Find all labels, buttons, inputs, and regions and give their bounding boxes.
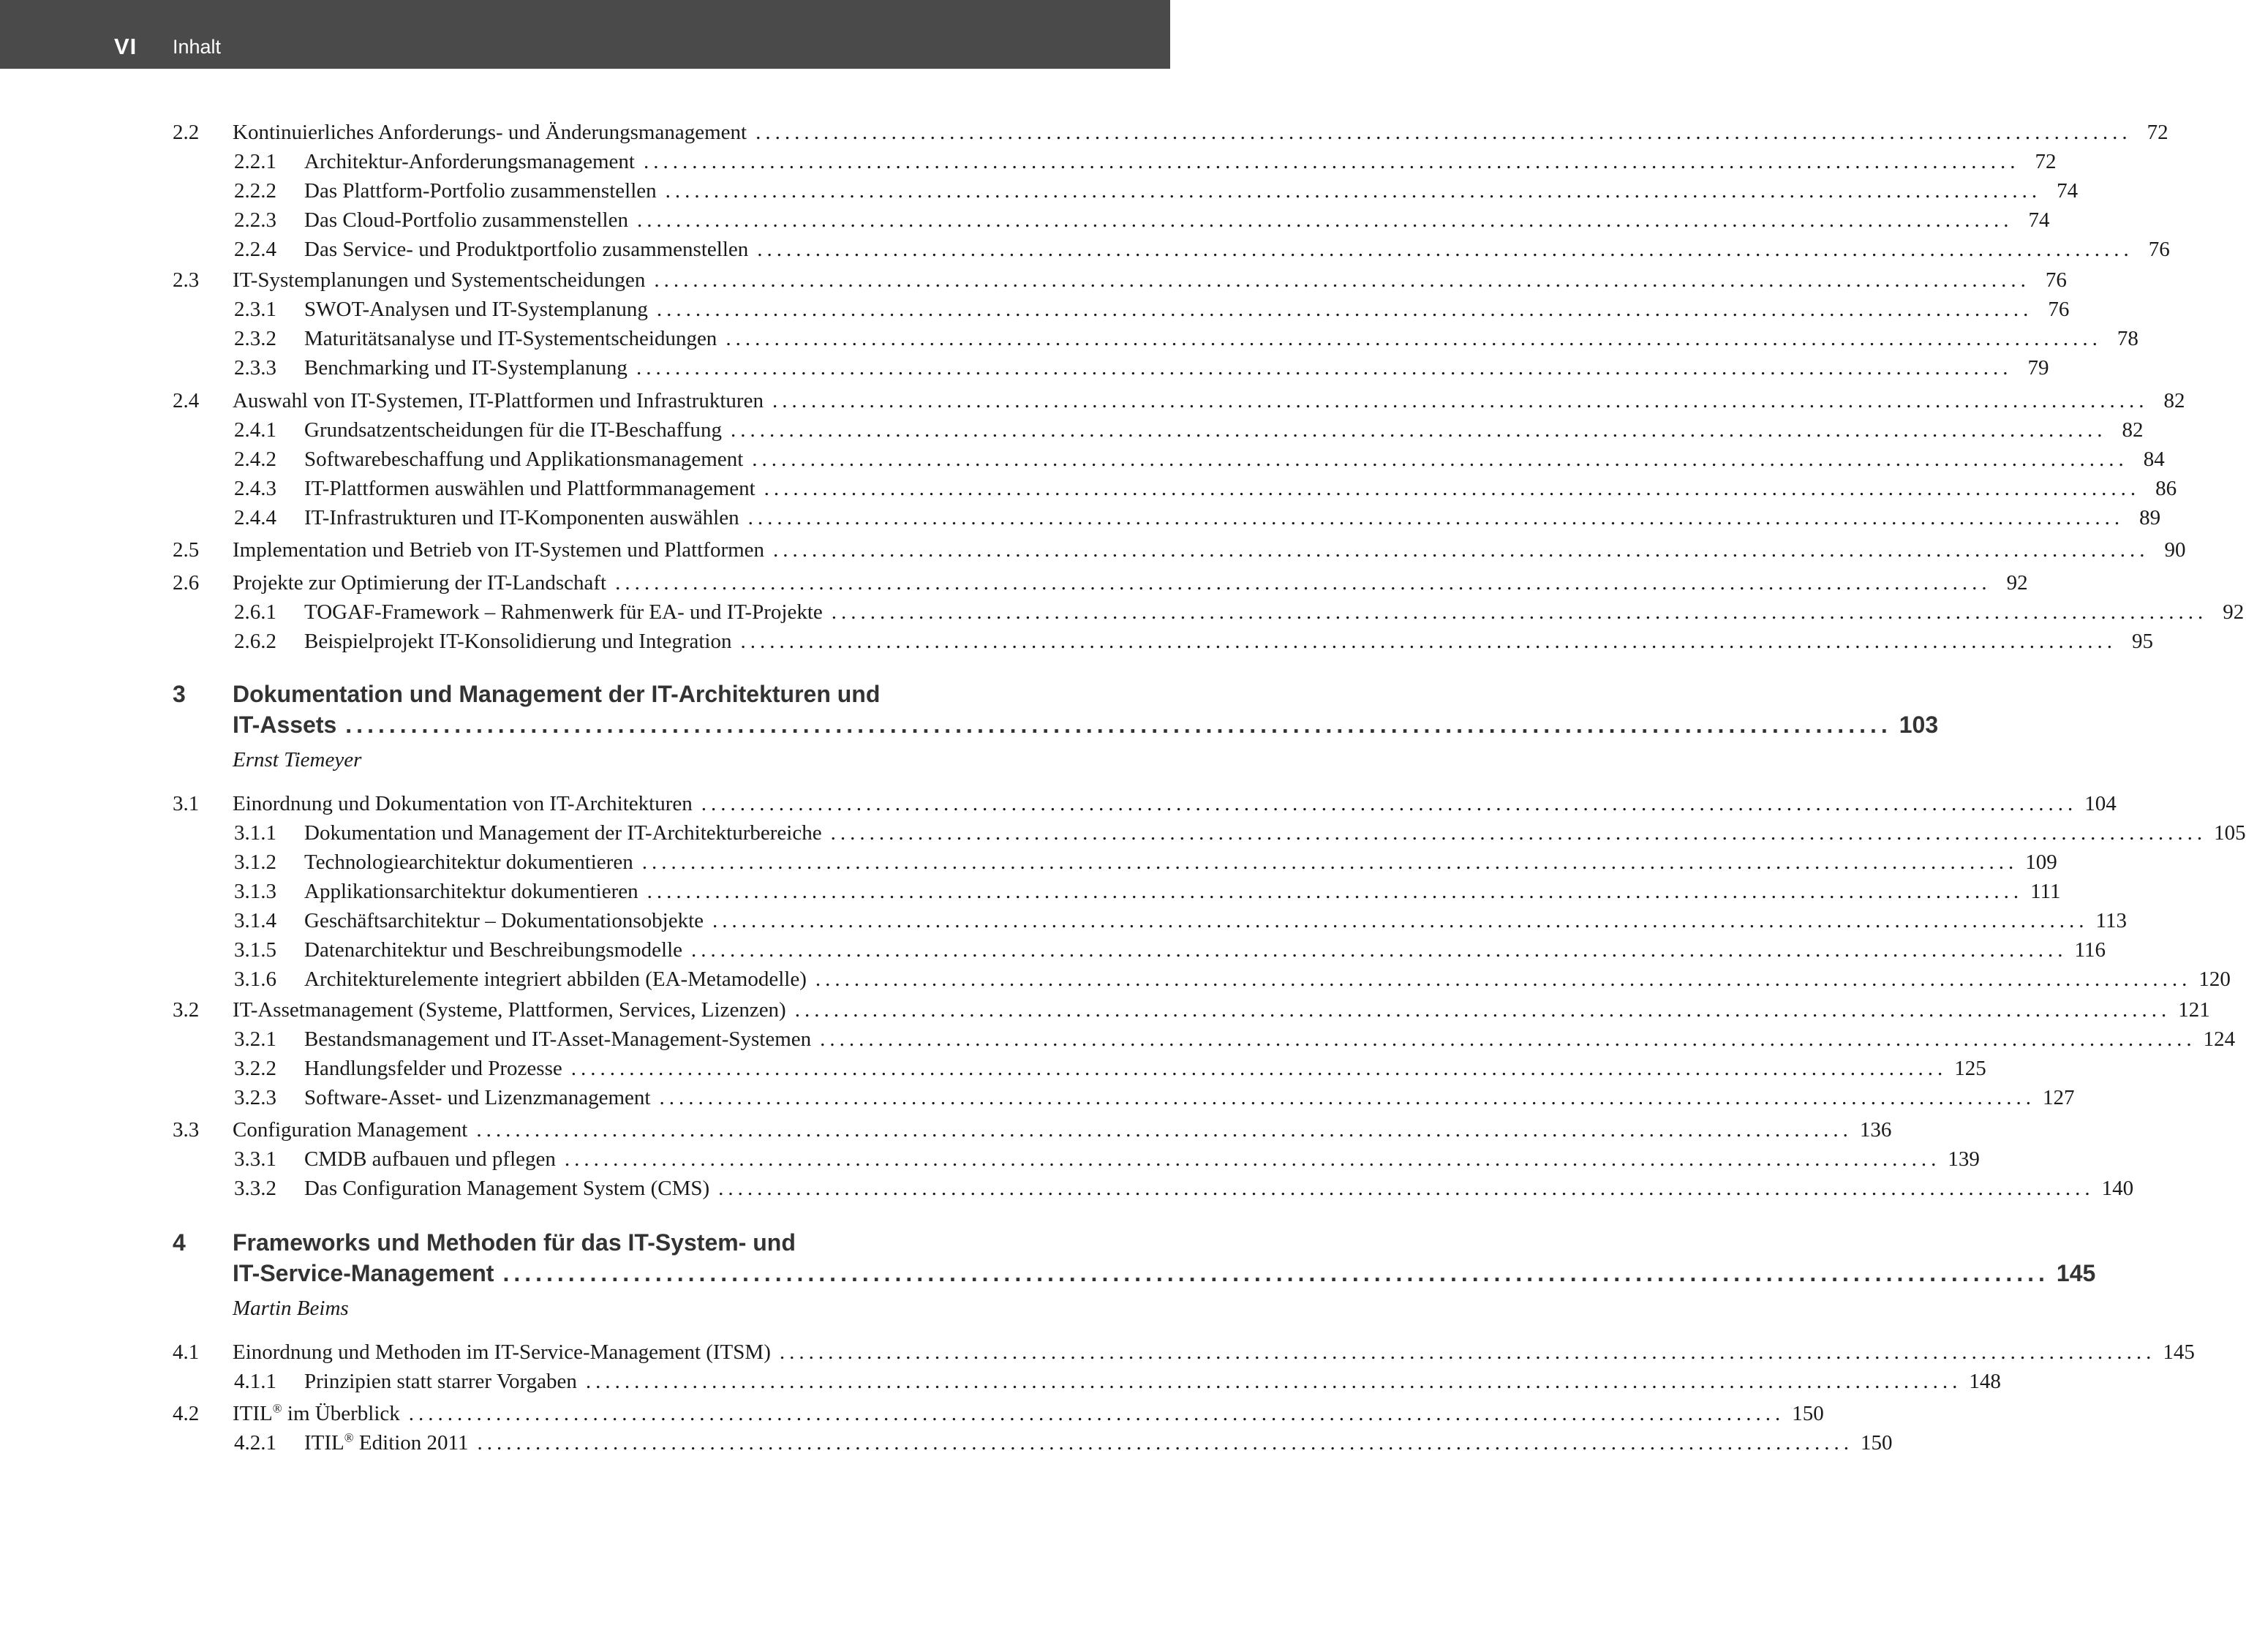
entry-number: 2.4 — [173, 389, 200, 412]
entry-line — [304, 848, 2057, 877]
entry-number: 2.2.3 — [234, 208, 276, 232]
entry-title: Das Plattform-Portfolio zusammenstellen — [304, 179, 657, 203]
entry-title: Das Configuration Management System (CMS) — [304, 1177, 710, 1200]
dot-leader: .............................................................................................................................................. — [726, 327, 2102, 350]
entry-number: 2.2.2 — [234, 179, 276, 203]
entry-line — [304, 627, 2153, 656]
dot-leader: .............................................................................................................................................. — [570, 1057, 1948, 1080]
entry-page-number: 92 — [2006, 571, 2028, 595]
toc-subsection-entry[interactable] — [173, 295, 2070, 324]
dot-leader: .............................................................................................................................................. — [740, 630, 2117, 653]
dot-leader: .............................................................................................................................................. — [408, 1402, 1785, 1425]
toc-section-entry[interactable] — [173, 995, 2210, 1025]
toc-section-entry[interactable] — [173, 265, 2067, 295]
entry-title: Einordnung und Methoden im IT-Service-Management (ITSM) — [233, 1340, 771, 1364]
entry-number: 2.5 — [173, 538, 200, 562]
entry-line — [233, 789, 2117, 818]
entry-number: 3.1.6 — [234, 968, 276, 991]
entry-line — [233, 1399, 1824, 1428]
entry-title: Projekte zur Optimierung der IT-Landschaft — [233, 571, 607, 595]
toc-section-entry[interactable] — [173, 1115, 1892, 1144]
toc-section-entry[interactable] — [173, 1338, 2195, 1367]
entry-page-number: 74 — [2028, 208, 2050, 232]
toc-subsection-entry[interactable] — [173, 1144, 1980, 1174]
dot-leader: .............................................................................................................................................. — [815, 968, 2192, 991]
entry-page-number: 136 — [1859, 1118, 1892, 1142]
entry-page-number: 150 — [1860, 1431, 1893, 1455]
entry-title: IT-Assetmanagement (Systeme, Plattformen, Services, Lizenzen) — [233, 998, 786, 1022]
entry-page-number: 76 — [2148, 238, 2170, 261]
dot-leader: .............................................................................................................................................. — [585, 1370, 1962, 1393]
entry-line — [233, 568, 2028, 597]
entry-page-number: 140 — [2101, 1177, 2134, 1200]
toc-subsection-entry[interactable] — [173, 474, 2177, 503]
entry-number: 2.2.1 — [234, 150, 276, 173]
entry-page-number: 79 — [2027, 356, 2049, 380]
dot-leader: .............................................................................................................................................. — [636, 356, 2013, 380]
entry-page-number: 113 — [2095, 909, 2127, 932]
dot-leader: .............................................................................................................................................. — [564, 1147, 1941, 1171]
entry-number: 3.3 — [173, 1118, 200, 1142]
entry-title: Geschäftsarchitektur – Dokumentationsobjekte — [304, 909, 704, 932]
entry-page-number: 90 — [2164, 538, 2186, 562]
chapter-number: 4 — [173, 1229, 186, 1256]
entry-line — [233, 386, 2185, 415]
entry-title: Architekturelemente integriert abbilden (EA-Metamodelle) — [304, 968, 807, 991]
entry-number: 4.1.1 — [234, 1370, 276, 1393]
toc-subsection-entry[interactable] — [173, 848, 2057, 877]
entry-title: Handlungsfelder und Prozesse — [304, 1057, 562, 1080]
dot-leader: .............................................................................................................................................. — [665, 179, 2042, 203]
toc-subsection-entry[interactable] — [173, 906, 2127, 935]
dot-leader: .............................................................................................................................................. — [659, 1086, 2035, 1109]
chapter-title-continued — [233, 1260, 2096, 1287]
toc-subsection-entry[interactable] — [173, 1083, 2075, 1112]
dot-leader: .............................................................................................................................................. — [755, 121, 2132, 144]
toc-subsection-entry[interactable] — [173, 1367, 2001, 1396]
dot-leader: .............................................................................................................................................. — [637, 208, 2013, 232]
entry-line — [304, 474, 2177, 503]
toc-subsection-entry[interactable] — [173, 445, 2165, 474]
entry-page-number: 104 — [2084, 792, 2117, 815]
entry-number: 3.1 — [173, 792, 200, 815]
toc-section-entry[interactable] — [173, 789, 2117, 818]
entry-number: 2.4.4 — [234, 506, 276, 529]
toc-subsection-entry[interactable] — [173, 935, 2106, 965]
toc-subsection-entry[interactable] — [173, 176, 2079, 205]
entry-page-number: 121 — [2178, 998, 2210, 1022]
chapter-title-end: IT-Service-Management — [233, 1260, 494, 1286]
entry-title: Das Cloud-Portfolio zusammenstellen — [304, 208, 628, 232]
entry-line — [233, 265, 2067, 295]
dot-leader: .............................................................................................................................................. — [718, 1177, 2095, 1200]
entry-title: SWOT-Analysen und IT-Systemplanung — [304, 298, 648, 321]
entry-line — [304, 235, 2170, 264]
entry-page-number: 76 — [2045, 268, 2067, 292]
entry-line — [304, 205, 2050, 235]
entry-number: 3.2.3 — [234, 1086, 276, 1109]
entry-number: 2.4.2 — [234, 448, 276, 471]
entry-title: Configuration Management — [233, 1118, 468, 1142]
entry-page-number: 120 — [2198, 968, 2231, 991]
entry-line — [304, 353, 2049, 382]
entry-number: 4.2.1 — [234, 1431, 276, 1455]
entry-title: Datenarchitektur und Beschreibungsmodelle — [304, 938, 683, 962]
entry-page-number: 127 — [2043, 1086, 2075, 1109]
entry-page-number: 95 — [2131, 630, 2153, 653]
dot-leader: .............................................................................................................................................. — [747, 506, 2125, 529]
dot-leader: .............................................................................................................................................. — [647, 880, 2024, 903]
dot-leader: .............................................................................................................................................. — [830, 821, 2207, 845]
entry-title: Architektur-Anforderungsmanagement — [304, 150, 635, 173]
entry-number: 3.1.3 — [234, 880, 276, 903]
chapter-author: Ernst Tiemeyer — [233, 748, 362, 772]
entry-title: Technologiearchitektur dokumentieren — [304, 850, 633, 874]
entry-line — [304, 935, 2106, 965]
entry-title: IT-Systemplanungen und Systementscheidungen — [233, 268, 646, 292]
entry-title: Das Service- und Produktportfolio zusammenstellen — [304, 238, 749, 261]
entry-title: Prinzipien statt starrer Vorgaben — [304, 1370, 577, 1393]
entry-line — [304, 965, 2231, 994]
page-number: VI — [114, 34, 137, 59]
entry-page-number: 72 — [2035, 150, 2057, 173]
dot-leader: .............................................................................................................................................. — [764, 477, 2141, 500]
entry-title: Kontinuierliches Anforderungs- und Änderungsmanagement — [233, 121, 747, 144]
entry-page-number: 150 — [1792, 1402, 1824, 1425]
entry-page-number: 145 — [2163, 1340, 2195, 1364]
entry-number: 3.3.1 — [234, 1147, 276, 1171]
entry-page-number: 116 — [2074, 938, 2106, 962]
entry-title: Grundsatzentscheidungen für die IT-Beschaffung — [304, 418, 722, 442]
entry-line — [233, 535, 2186, 565]
toc-subsection-entry[interactable] — [173, 324, 2138, 353]
entry-title: Beispielprojekt IT-Konsolidierung und Integration — [304, 630, 732, 653]
entry-line — [304, 1025, 2236, 1054]
dot-leader: .............................................................................................................................................. — [476, 1118, 1853, 1142]
entry-number: 2.6.2 — [234, 630, 276, 653]
entry-number: 4.2 — [173, 1402, 200, 1425]
dot-leader: .............................................................................................................................................. — [712, 909, 2089, 932]
toc-subsection-entry[interactable] — [173, 877, 2061, 906]
dot-leader: .............................................................................................................................................. — [641, 850, 2019, 874]
toc-subsection-entry[interactable] — [173, 597, 2245, 627]
entry-page-number: 72 — [2147, 121, 2168, 144]
entry-page-number: 148 — [1969, 1370, 2001, 1393]
entry-page-number: 105 — [2214, 821, 2246, 845]
entry-title: TOGAF-Framework – Rahmenwerk für EA- und IT-Projekte — [304, 600, 823, 624]
toc-section-entry[interactable] — [173, 1399, 1824, 1428]
entry-line — [304, 1054, 1986, 1083]
entry-number: 3.1.2 — [234, 850, 276, 874]
dot-leader: .............................................................................................................................................. — [345, 712, 1892, 738]
toc-subsection-entry[interactable] — [173, 235, 2170, 264]
entry-number: 2.4.1 — [234, 418, 276, 442]
entry-number: 3.1.1 — [234, 821, 276, 845]
entry-line — [304, 1367, 2001, 1396]
entry-line — [304, 445, 2165, 474]
toc-subsection-entry[interactable] — [173, 965, 2231, 994]
chapter-title: Dokumentation und Management der IT-Architekturen und — [233, 681, 881, 707]
dot-leader: .............................................................................................................................................. — [643, 150, 2020, 173]
dot-leader: .............................................................................................................................................. — [656, 298, 2033, 321]
entry-title: Dokumentation und Management der IT-Architekturbereiche — [304, 821, 822, 845]
dot-leader: .............................................................................................................................................. — [701, 792, 2078, 815]
entry-line — [304, 877, 2061, 906]
entry-number: 3.1.4 — [234, 909, 276, 932]
entry-page-number: 92 — [2223, 600, 2245, 624]
entry-page-number: 82 — [2163, 389, 2185, 412]
entry-page-number: 76 — [2048, 298, 2070, 321]
chapter-author: Martin Beims — [233, 1297, 349, 1320]
entry-page-number: 74 — [2057, 179, 2079, 203]
entry-number: 3.2.2 — [234, 1057, 276, 1080]
entry-number: 3.2 — [173, 998, 200, 1022]
entry-line — [304, 324, 2138, 353]
entry-line — [304, 906, 2127, 935]
entry-line — [304, 1083, 2075, 1112]
entry-line — [304, 503, 2161, 532]
dot-leader: .............................................................................................................................................. — [820, 1027, 2196, 1051]
entry-line — [304, 1174, 2134, 1203]
entry-line — [304, 818, 2246, 848]
entry-title: CMDB aufbauen und pflegen — [304, 1147, 556, 1171]
chapter-number: 3 — [173, 681, 186, 707]
entry-page-number: 109 — [2025, 850, 2057, 874]
entry-page-number: 89 — [2139, 506, 2161, 529]
entry-number: 3.1.5 — [234, 938, 276, 962]
entry-line — [304, 295, 2070, 324]
dot-leader: .............................................................................................................................................. — [730, 418, 2107, 442]
entry-title: IT-Infrastrukturen und IT-Komponenten auswählen — [304, 506, 739, 529]
dot-leader: .............................................................................................................................................. — [752, 448, 2128, 471]
toc-subsection-entry[interactable] — [173, 415, 2144, 445]
entry-number: 2.6.1 — [234, 600, 276, 624]
entry-title: ITIL® Edition 2011 — [304, 1430, 469, 1455]
toc-subsection-entry[interactable] — [173, 627, 2153, 656]
toc-section-entry[interactable] — [173, 386, 2185, 415]
entry-number: 3.2.1 — [234, 1027, 276, 1051]
toc-section-entry[interactable] — [173, 118, 2168, 147]
entry-line — [304, 1144, 1980, 1174]
toc-subsection-entry[interactable] — [173, 1025, 2236, 1054]
toc-subsection-entry[interactable] — [173, 503, 2161, 532]
dot-leader: .............................................................................................................................................. — [772, 389, 2149, 412]
entry-title: Bestandsmanagement und IT-Asset-Management-Systemen — [304, 1027, 812, 1051]
entry-line — [233, 995, 2210, 1025]
entry-page-number: 111 — [2030, 880, 2061, 903]
entry-line — [233, 1338, 2195, 1367]
chapter-title: Frameworks und Methoden für das IT-System- und — [233, 1229, 796, 1256]
dot-leader: .............................................................................................................................................. — [779, 1340, 2156, 1364]
chapter-title-end: IT-Assets — [233, 712, 337, 738]
entry-number: 2.2 — [173, 121, 200, 144]
dot-leader: .............................................................................................................................................. — [502, 1260, 2049, 1286]
toc-section-entry[interactable] — [173, 535, 2186, 565]
entry-page-number: 86 — [2155, 477, 2177, 500]
entry-page-number: 125 — [1954, 1057, 1986, 1080]
entry-line — [304, 415, 2144, 445]
chapter-title-continued — [233, 712, 1939, 739]
entry-number: 2.3 — [173, 268, 200, 292]
entry-line — [304, 597, 2245, 627]
entry-title: ITIL® im Überblick — [233, 1401, 400, 1425]
entry-line — [304, 147, 2057, 176]
toc-subsection-entry[interactable] — [173, 147, 2057, 176]
entry-number: 2.3.2 — [234, 327, 276, 350]
chapter-page-number: 145 — [2056, 1260, 2096, 1286]
dot-leader: .............................................................................................................................................. — [831, 600, 2208, 624]
entry-number: 2.3.3 — [234, 356, 276, 380]
header-title: Inhalt — [173, 36, 222, 58]
entry-line — [233, 118, 2168, 147]
entry-page-number: 78 — [2117, 327, 2138, 350]
toc-subsection-entry[interactable] — [173, 1054, 1986, 1083]
entry-number: 2.6 — [173, 571, 200, 595]
entry-title: Auswahl von IT-Systemen, IT-Plattformen und Infrastrukturen — [233, 389, 764, 412]
toc-section-entry[interactable] — [173, 568, 2028, 597]
toc-subsection-entry[interactable] — [173, 205, 2050, 235]
dot-leader: .............................................................................................................................................. — [691, 938, 2068, 962]
entry-line — [304, 1428, 1893, 1457]
entry-number: 2.4.3 — [234, 477, 276, 500]
entry-title: Softwarebeschaffung und Applikationsmanagement — [304, 448, 744, 471]
chapter-page-number: 103 — [1899, 712, 1939, 738]
entry-number: 2.3.1 — [234, 298, 276, 321]
toc-subsection-entry[interactable] — [173, 818, 2246, 848]
dot-leader: .............................................................................................................................................. — [794, 998, 2171, 1022]
entry-title: Benchmarking und IT-Systemplanung — [304, 356, 628, 380]
entry-title: Einordnung und Dokumentation von IT-Architekturen — [233, 792, 693, 815]
entry-page-number: 82 — [2122, 418, 2144, 442]
entry-page-number: 124 — [2203, 1027, 2236, 1051]
dot-leader: .............................................................................................................................................. — [757, 238, 2133, 261]
entry-line — [304, 176, 2079, 205]
entry-title: IT-Plattformen auswählen und Plattformmanagement — [304, 477, 755, 500]
entry-number: 4.1 — [173, 1340, 200, 1364]
toc-subsection-entry[interactable] — [173, 1428, 1893, 1457]
entry-page-number: 84 — [2143, 448, 2165, 471]
dot-leader: .............................................................................................................................................. — [654, 268, 2030, 292]
dot-leader: .............................................................................................................................................. — [773, 538, 2149, 562]
entry-page-number: 139 — [1948, 1147, 1980, 1171]
entry-title: Applikationsarchitektur dokumentieren — [304, 880, 638, 903]
entry-title: Software-Asset- und Lizenzmanagement — [304, 1086, 651, 1109]
dot-leader: .............................................................................................................................................. — [615, 571, 1991, 595]
toc-subsection-entry[interactable] — [173, 1174, 2134, 1203]
entry-line — [233, 1115, 1892, 1144]
entry-title: Implementation und Betrieb von IT-Systemen und Plattformen — [233, 538, 765, 562]
entry-number: 3.3.2 — [234, 1177, 276, 1200]
dot-leader: .............................................................................................................................................. — [477, 1431, 1853, 1455]
toc-subsection-entry[interactable] — [173, 353, 2049, 382]
entry-number: 2.2.4 — [234, 238, 276, 261]
entry-title: Maturitätsanalyse und IT-Systementscheidungen — [304, 327, 717, 350]
